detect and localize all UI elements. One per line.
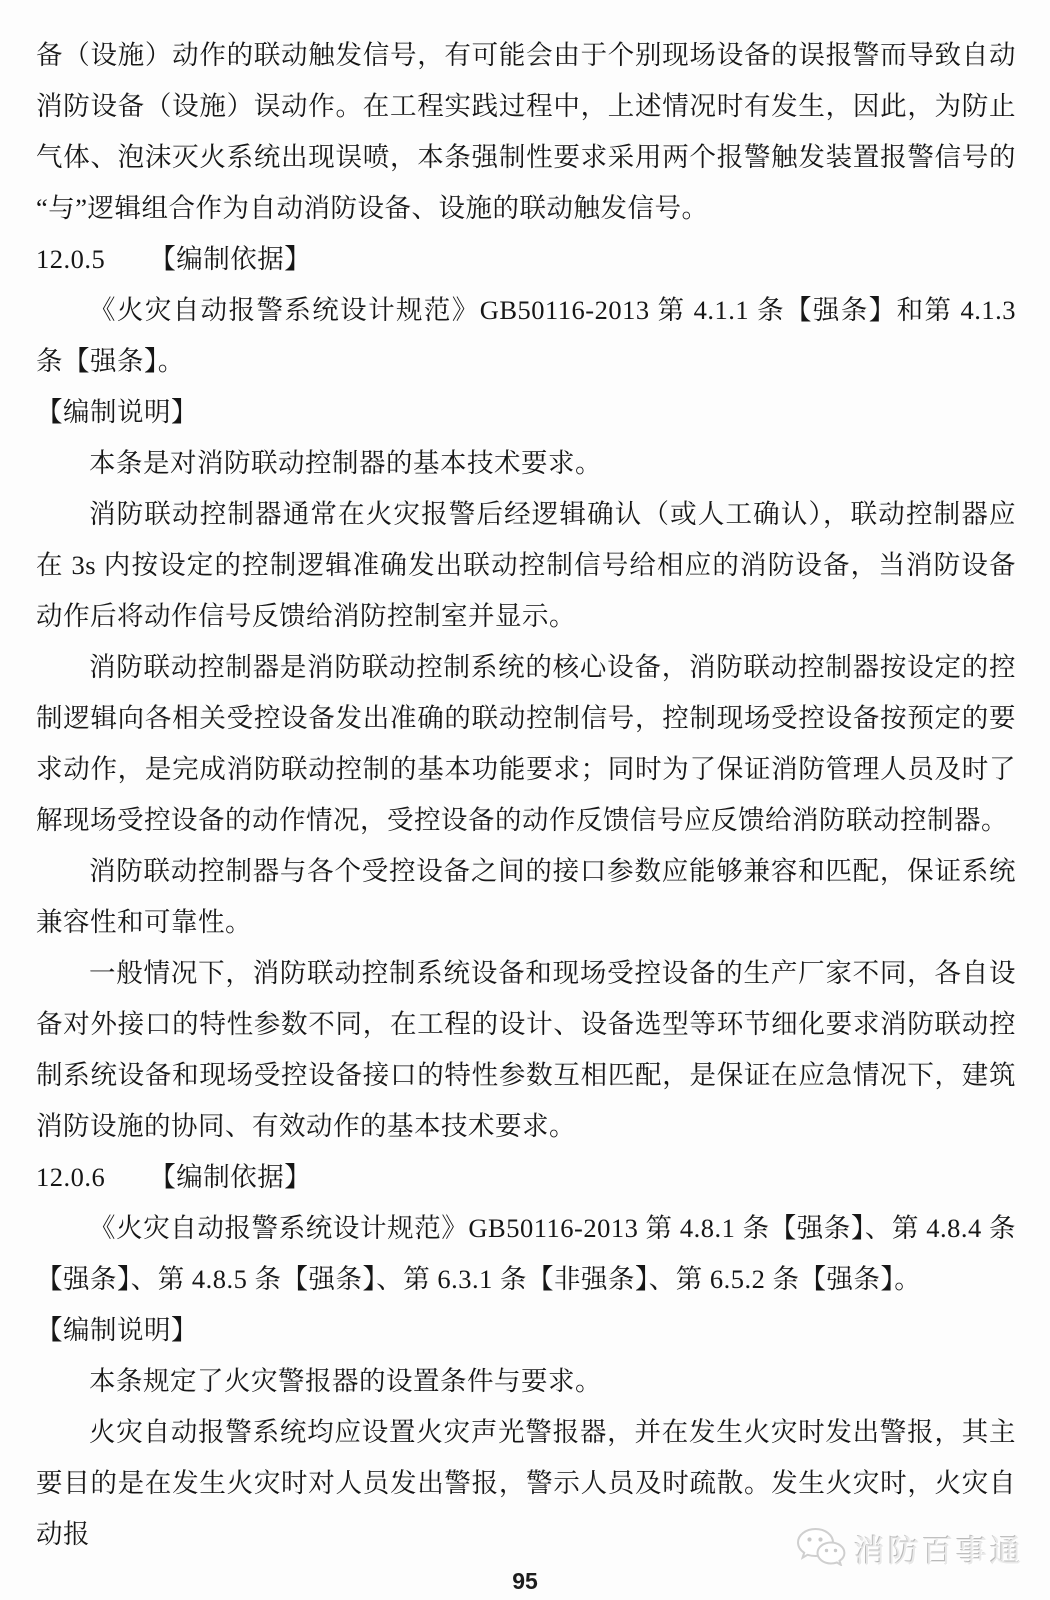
clause-heading-12-0-6	[36, 1152, 1016, 1203]
paragraph: 火灾自动报警系统均应设置火灾声光警报器，并在发生火灾时发出警报，其主要目的是在发生火灾时对人员发出警报，警示人员及时疏散。发生火灾时，火灾自动报	[36, 1417, 1016, 1549]
paragraph: 消防联动控制器是消防联动控制系统的核心设备，消防联动控制器按设定的控制逻辑向各相关受控设备发出准确的联动控制信号，控制现场受控设备按预定的要求动作，是完成消防联动控制的基本功能要求；同时为了保证消防管理人员及时了解现场受控设备的动作情况，受控设备的动作反馈信号应反馈给消防联动控制器。	[36, 652, 1016, 835]
page-number: 95	[512, 1568, 538, 1594]
paragraph: 消防联动控制器通常在火灾报警后经逻辑确认（或人工确认），联动控制器应在 3s 内按设定的控制逻辑准确发出联动控制信号给相应的消防设备，当消防设备动作后将动作信号反馈给消防控制室并显示。	[36, 499, 1016, 631]
wechat-icon	[794, 1526, 846, 1571]
paragraph: 本条规定了火灾警报器的设置条件与要求。	[89, 1366, 602, 1396]
paragraph: 一般情况下，消防联动控制系统设备和现场受控设备的生产厂家不同，各自设备对外接口的特性参数不同，在工程的设计、设备选型等环节细化要求消防联动控制系统设备和现场受控设备接口的特性参数互相匹配，是保证在应急情况下，建筑消防设施的协同、有效动作的基本技术要求。	[36, 958, 1016, 1141]
paragraph-reference: 《火灾自动报警系统设计规范》GB50116-2013 第 4.8.1 条【强条】、第 4.8.4 条【强条】、第 4.8.5 条【强条】、第 6.3.1 条【非强条】、第 6.5.2 条【强条】。	[36, 1213, 1016, 1294]
clause-heading-12-0-5	[36, 234, 1016, 285]
clause-number: 12.0.6	[36, 1162, 106, 1192]
watermark-label: 消防百事通	[854, 1534, 1024, 1569]
clause-label: 【编制依据】	[149, 1162, 312, 1192]
watermark	[794, 1526, 1024, 1571]
clause-number: 12.0.5	[36, 244, 106, 274]
paragraph-continuation: 备（设施）动作的联动触发信号，有可能会由于个别现场设备的误报警而导致自动消防设备（设施）误动作。在工程实践过程中，上述情况时有发生，因此，为防止气体、泡沫灭火系统出现误喷，本条强制性要求采用两个报警触发装置报警信号的“与”逻辑组合作为自动消防设备、设施的联动触发信号。	[36, 40, 1016, 223]
document-body	[36, 30, 1016, 1560]
paragraph-reference: 《火灾自动报警系统设计规范》GB50116-2013 第 4.1.1 条【强条】和第 4.1.3 条【强条】。	[36, 295, 1016, 376]
section-label-explanation: 【编制说明】	[36, 397, 198, 427]
clause-label: 【编制依据】	[149, 244, 312, 274]
paragraph: 本条是对消防联动控制器的基本技术要求。	[89, 448, 602, 478]
paragraph: 消防联动控制器与各个受控设备之间的接口参数应能够兼容和匹配，保证系统兼容性和可靠性。	[36, 856, 1016, 937]
section-label-explanation: 【编制说明】	[36, 1315, 198, 1345]
